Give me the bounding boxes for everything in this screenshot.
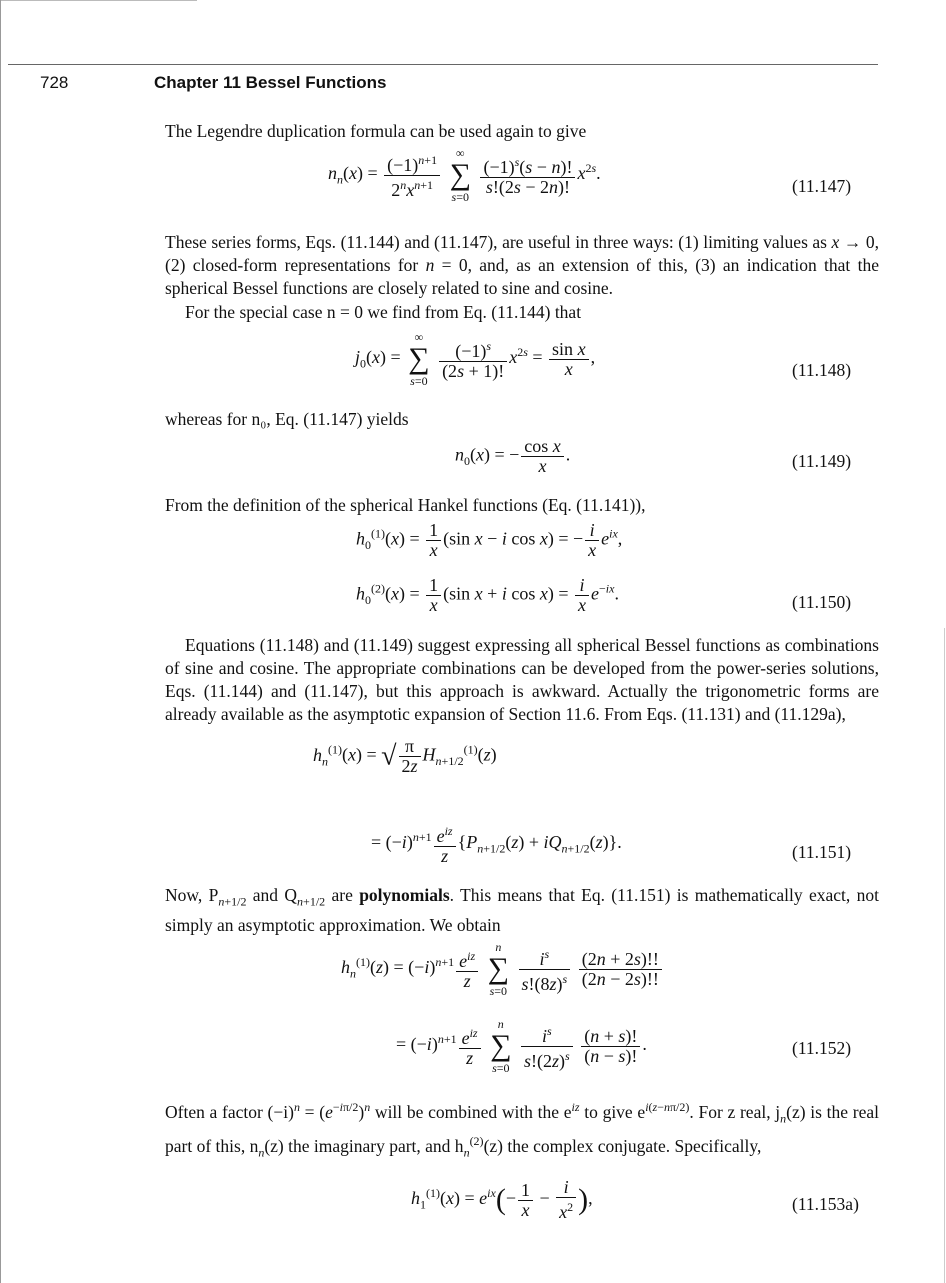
equation-11-152-line-2: = $(-i)^{n+1}$ $\frac{e^{iz}}{z}$ n ∑ s=0 $\frac{i^s}{s!(2z)^s}$ $\frac{(n + s)!}{(n - s)!}$ .	[396, 1017, 647, 1075]
equation-number: (11.148)	[792, 360, 852, 380]
p2-text-a: These series forms, Eqs. (11.144) and (11.147), are useful in three ways: (1) limiting values as	[165, 232, 832, 252]
frame-left-line	[0, 0, 1, 1283]
paragraph-2: These series forms, Eqs. (11.144) and (11.147), are useful in three ways: (1) limiting values as x → 0, (2) closed-form representations for n = 0, and, as an extension of this, (3) an indication that the spherical Bessel functions are closely related to sine and cosine.	[165, 232, 879, 298]
p7-text-b: and Q	[246, 885, 298, 905]
equation-11-150-line-1: $h_0^{(1)}(x)$ = $\frac{1}{x}$ (sin x − i cos x) = − $\frac{i}{x}$ $e^{ix}$,	[356, 520, 623, 560]
paragraph-3: For the special case n = 0 we find from Eq. (11.144) that	[185, 302, 582, 322]
equation-11-148: $j_0(x)$ = ∞ ∑ s=0 $\frac{(-1)^s}{(2s + 1)!}$ $x^{2s}$ = $\frac{\text{sin x}}{x}$ ,	[355, 330, 596, 388]
p7-text-d: . This means that Eq. (11.151) is mathematically exact, not simply an asymptotic approximation. We obtain	[165, 885, 879, 935]
chapter-heading	[154, 73, 386, 93]
p8-text-b: will be combined with the e	[370, 1101, 572, 1122]
equation-number: (11.147)	[792, 176, 852, 196]
equation-number: (11.152)	[792, 1038, 852, 1058]
paragraph-1: The Legendre duplication formula can be used again to give	[165, 121, 587, 141]
equation-11-149: $n_0(x)$ = − $\frac{\text{cos x}}{x}$ .	[455, 436, 571, 476]
header-rule	[8, 64, 878, 65]
p8-text-e: (z) is the real part of this, n	[165, 1101, 879, 1157]
equation-11-153a: $h_1^{(1)}(x) = e^{ix}(-$ $\frac{1}{x}$ − $\frac{i}{x^2}$ ),	[411, 1177, 593, 1222]
chapter-label: Chapter 11	[154, 73, 241, 92]
p2-text-c: = 0, and, as an extension of this, (3) an indication that the spherical Bessel functions are closely related to sine and cosine.	[165, 255, 879, 298]
equation-11-150-line-2: $h_0^{(2)}(x)$ = $\frac{1}{x}$ (sin x + i cos x) = $\frac{i}{x}$ $e^{-ix}$.	[356, 575, 619, 615]
paragraph-6: Equations (11.148) and (11.149) suggest expressing all spherical Bessel functions as combinations of sine and cosine. The appropriate combinations can be developed from the power-series solutions, Eqs. (11.144) and (11.147), but this approach is awkward. Actually the trigonometric forms are already available as the asymptotic expansion of Section 11.6. From Eqs. (11.131) and (11.129a),	[165, 635, 879, 724]
paragraph-8: Often a factor $(-i)^n = (e^{-i\pi/2})^n$ will be combined with the $e^{iz}$ to give $e^{i(z-n\pi/2)}$. For z real, $j_n(z)$ is the real part of this, $n_n(z)$ the imaginary part, and $h_n^{(2)}(z)$ the complex conjugate. Specifically,	[165, 1100, 879, 1160]
p8-text-f: (z) the imaginary part, and h	[264, 1136, 464, 1157]
paragraph-7: Now, $P_{n+1/2}$ and $Q_{n+1/2}$ are polynomials. This means that Eq. (11.151) is mathematically exact, not simply an asymptotic approximation. We obtain	[165, 885, 879, 935]
p2-text-b: → 0, (2) closed-form representations for	[165, 232, 879, 275]
equation-number: (11.149)	[792, 451, 852, 471]
paragraph-4: whereas for n₀, Eq. (11.147) yields	[165, 409, 409, 429]
p8-text-a: Often a factor (−i)	[165, 1101, 294, 1122]
page-number: 728	[40, 73, 69, 92]
p8-text-c: to give e	[579, 1101, 646, 1122]
p8-text-g: (z) the complex conjugate. Specifically,	[483, 1136, 762, 1157]
equation-number: (11.153a)	[792, 1194, 859, 1214]
p7-text-c: are	[325, 885, 360, 905]
equation-11-152-line-1: $h_n^{(1)}(z) = (-i)^{n+1}$ $\frac{e^{iz}}{z}$ n ∑ s=0 $\frac{i^s}{s!(8z)^s}$ $\frac{(2n + 2s)!!}{(2n - 2s)!!}$	[341, 940, 664, 998]
frame-right-line	[944, 628, 945, 1283]
p7-text-a: Now, P	[165, 885, 219, 905]
chapter-title: Bessel Functions	[245, 73, 387, 92]
equation-11-151-line-1: $h_n^{(1)}(x)$ = √ $\frac{\pi}{2z}$ $H_{n+1/2}^{(1)}(z)$	[313, 736, 497, 776]
equation-11-151-line-2: = $(-i)^{n+1}$ $\frac{e^{iz}}{z}$ $\{P_{n+1/2}(z) + iQ_{n+1/2}(z)\}$.	[371, 824, 622, 866]
equation-number: (11.151)	[792, 842, 852, 862]
p8-text-d: . For z real, j	[689, 1101, 781, 1122]
paragraph-5: From the definition of the spherical Hankel functions (Eq. (11.141)),	[165, 495, 646, 515]
equation-number: (11.150)	[792, 592, 852, 612]
frame-top-line	[0, 0, 197, 1]
p7-bold-polynomials: polynomials	[359, 885, 450, 905]
equation-11-147: $n_n(x)$ = $\frac{(-1)^{n+1}}{2^nx^{n+1}}$ ∞ ∑ s=0 $\frac{(-1)^s(s - n)!}{s!(2s - 2n)!}$ $x^{2s}$.	[328, 146, 601, 204]
